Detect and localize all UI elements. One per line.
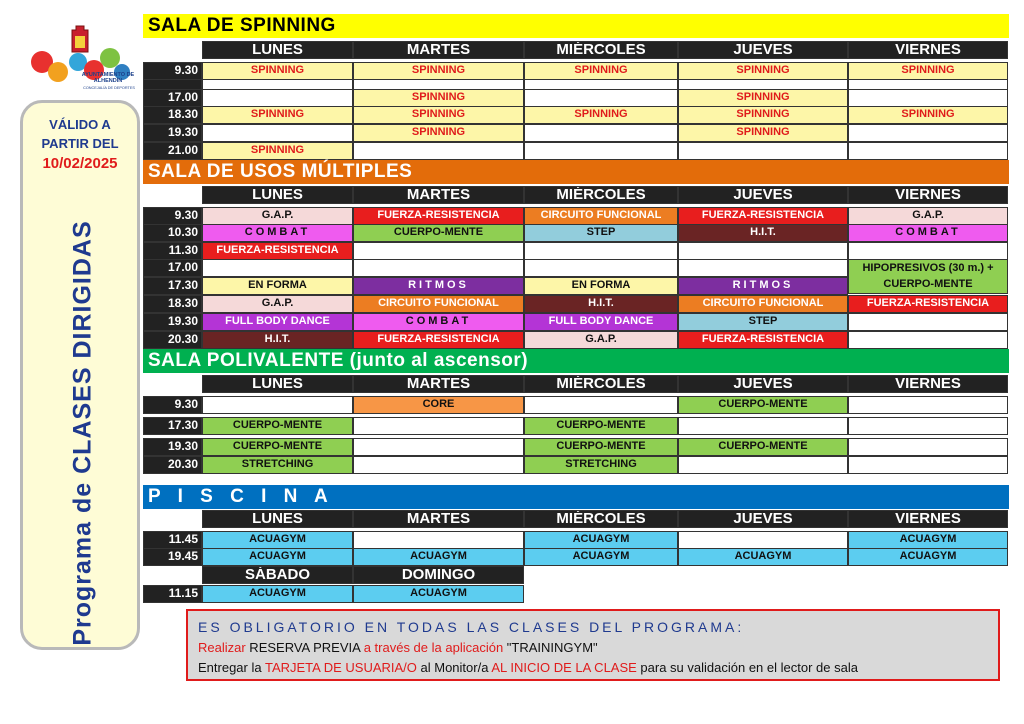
class-cell: FUERZA-RESISTENCIA bbox=[202, 242, 353, 260]
day-header: JUEVES bbox=[678, 510, 848, 528]
day-header: LUNES bbox=[202, 510, 353, 528]
class-cell bbox=[848, 417, 1008, 435]
section-polivalente-title: SALA POLIVALENTE (junto al ascensor) bbox=[143, 349, 1009, 373]
time-cell: 21.00 bbox=[143, 142, 202, 160]
org-dept: CONCEJALÍA DE DEPORTES bbox=[83, 86, 135, 90]
class-cell: FULL BODY DANCE bbox=[524, 313, 678, 331]
notice-line-2 bbox=[198, 660, 858, 675]
class-cell bbox=[202, 259, 353, 277]
notice-line1-c: a través de la aplicación bbox=[363, 640, 504, 655]
notice-line2-c: al Monitor/a bbox=[416, 660, 492, 675]
notice-line1-b: RESERVA PREVIA bbox=[245, 640, 364, 655]
class-cell bbox=[202, 89, 353, 107]
valid-date: 10/02/2025 bbox=[42, 155, 118, 172]
time-cell: 17.30 bbox=[143, 417, 202, 435]
time-cell: 10.30 bbox=[143, 224, 202, 242]
class-cell: G.A.P. bbox=[524, 331, 678, 349]
class-cell: ACUAGYM bbox=[678, 548, 848, 566]
class-cell: FUERZA-RESISTENCIA bbox=[678, 331, 848, 349]
day-header: JUEVES bbox=[678, 186, 848, 204]
class-cell: STRETCHING bbox=[524, 456, 678, 474]
day-header: MARTES bbox=[353, 186, 524, 204]
class-cell: G.A.P. bbox=[202, 295, 353, 313]
class-cell bbox=[353, 456, 524, 474]
class-cell: CUERPO-MENTE bbox=[202, 438, 353, 456]
time-cell: 11.45 bbox=[143, 531, 202, 549]
class-cell: CUERPO-MENTE bbox=[524, 417, 678, 435]
program-title: Programa de CLASES DIRIGIDAS bbox=[68, 220, 97, 646]
class-cell bbox=[678, 242, 848, 260]
valid-from-label-2: PARTIR DEL bbox=[41, 136, 119, 151]
time-cell: 9.30 bbox=[143, 396, 202, 414]
notice-line-1 bbox=[198, 640, 598, 655]
class-cell: EN FORMA bbox=[524, 277, 678, 295]
class-cell: SPINNING bbox=[353, 106, 524, 124]
class-cell bbox=[848, 396, 1008, 414]
class-cell: FULL BODY DANCE bbox=[202, 313, 353, 331]
weekend-day-header: SÁBADO bbox=[202, 566, 353, 584]
class-cell: EN FORMA bbox=[202, 277, 353, 295]
time-cell: 19.45 bbox=[143, 548, 202, 566]
class-cell: ACUAGYM bbox=[848, 548, 1008, 566]
class-cell: H.I.T. bbox=[202, 331, 353, 349]
class-cell: SPINNING bbox=[202, 106, 353, 124]
class-cell bbox=[848, 124, 1008, 142]
time-cell: 18.30 bbox=[143, 106, 202, 124]
class-cell: ACUAGYM bbox=[202, 531, 353, 549]
class-cell: H.I.T. bbox=[524, 295, 678, 313]
day-header: MIÉRCOLES bbox=[524, 510, 678, 528]
class-cell bbox=[848, 456, 1008, 474]
notice-line1-a: Realizar bbox=[198, 640, 246, 655]
day-header: LUNES bbox=[202, 375, 353, 393]
valid-from-label: VÁLIDO A bbox=[49, 117, 111, 132]
class-cell bbox=[848, 89, 1008, 107]
class-cell: SPINNING bbox=[848, 62, 1008, 80]
day-header: JUEVES bbox=[678, 375, 848, 393]
day-header: LUNES bbox=[202, 41, 353, 59]
class-cell: COMBAT bbox=[353, 313, 524, 331]
day-header: JUEVES bbox=[678, 41, 848, 59]
time-cell: 19.30 bbox=[143, 124, 202, 142]
time-cell: 19.30 bbox=[143, 313, 202, 331]
class-cell bbox=[353, 242, 524, 260]
side-panel bbox=[20, 100, 140, 650]
class-cell: SPINNING bbox=[353, 124, 524, 142]
time-cell: 19.30 bbox=[143, 438, 202, 456]
class-cell: SPINNING bbox=[678, 89, 848, 107]
class-cell bbox=[524, 396, 678, 414]
class-cell: SPINNING bbox=[678, 124, 848, 142]
class-cell: ACUAGYM bbox=[848, 531, 1008, 549]
class-cell bbox=[678, 456, 848, 474]
notice-box bbox=[186, 609, 1000, 681]
notice-line2-b: TARJETA DE USUARIA/O bbox=[264, 660, 417, 675]
time-cell: 20.30 bbox=[143, 456, 202, 474]
class-cell bbox=[524, 89, 678, 107]
class-cell bbox=[848, 142, 1008, 160]
class-cell: COMBAT bbox=[202, 224, 353, 242]
day-header: VIERNES bbox=[848, 186, 1008, 204]
time-cell: 9.30 bbox=[143, 62, 202, 80]
section-spinning-title: SALA DE SPINNING bbox=[143, 14, 1009, 38]
class-cell: ACUAGYM bbox=[202, 585, 353, 603]
notice-line2-a: Entregar la bbox=[198, 660, 265, 675]
class-cell: RITMOS bbox=[353, 277, 524, 295]
class-cell bbox=[524, 142, 678, 160]
class-cell: CUERPO-MENTE bbox=[678, 396, 848, 414]
class-cell: H.I.T. bbox=[678, 224, 848, 242]
notice-line2-e: para su validación en el lector de sala bbox=[636, 660, 858, 675]
time-cell: 9.30 bbox=[143, 207, 202, 225]
class-cell bbox=[524, 259, 678, 277]
class-cell: FUERZA-RESISTENCIA bbox=[353, 331, 524, 349]
day-header: MIÉRCOLES bbox=[524, 186, 678, 204]
class-cell: ACUAGYM bbox=[353, 585, 524, 603]
class-cell: CUERPO-MENTE bbox=[678, 438, 848, 456]
class-cell: CUERPO-MENTE bbox=[524, 438, 678, 456]
class-cell: SPINNING bbox=[524, 106, 678, 124]
class-cell: CIRCUITO FUNCIONAL bbox=[678, 295, 848, 313]
class-cell bbox=[848, 438, 1008, 456]
day-header: LUNES bbox=[202, 186, 353, 204]
class-cell: CIRCUITO FUNCIONAL bbox=[353, 295, 524, 313]
class-cell: ACUAGYM bbox=[524, 531, 678, 549]
class-cell bbox=[202, 396, 353, 414]
class-cell: FUERZA-RESISTENCIA bbox=[678, 207, 848, 225]
class-cell: STRETCHING bbox=[202, 456, 353, 474]
day-header: MIÉRCOLES bbox=[524, 375, 678, 393]
class-cell bbox=[353, 438, 524, 456]
class-cell bbox=[202, 124, 353, 142]
class-cell bbox=[524, 242, 678, 260]
day-header: VIERNES bbox=[848, 41, 1008, 59]
class-cell bbox=[524, 124, 678, 142]
class-cell bbox=[678, 417, 848, 435]
weekend-day-header: DOMINGO bbox=[353, 566, 524, 584]
class-cell: SPINNING bbox=[202, 62, 353, 80]
class-cell bbox=[678, 142, 848, 160]
class-cell: SPINNING bbox=[678, 106, 848, 124]
class-cell bbox=[353, 417, 524, 435]
class-cell: SPINNING bbox=[678, 62, 848, 80]
class-cell: SPINNING bbox=[353, 62, 524, 80]
class-cell: G.A.P. bbox=[202, 207, 353, 225]
day-header: MIÉRCOLES bbox=[524, 41, 678, 59]
class-cell: STEP bbox=[524, 224, 678, 242]
class-cell: RITMOS bbox=[678, 277, 848, 295]
org-name: AYUNTAMIENTO DE ALHENDÍN bbox=[81, 72, 135, 84]
class-cell bbox=[848, 313, 1008, 331]
class-cell bbox=[353, 531, 524, 549]
time-cell: 17.00 bbox=[143, 89, 202, 107]
class-cell bbox=[678, 531, 848, 549]
time-cell: 17.30 bbox=[143, 277, 202, 295]
time-cell: 11.15 bbox=[143, 585, 202, 603]
class-cell: SPINNING bbox=[353, 89, 524, 107]
class-cell bbox=[848, 242, 1008, 260]
day-header: MARTES bbox=[353, 510, 524, 528]
class-cell: CUERPO-MENTE bbox=[353, 224, 524, 242]
class-cell: FUERZA-RESISTENCIA bbox=[353, 207, 524, 225]
section-usos-multiples-title: SALA DE USOS MÚLTIPLES bbox=[143, 160, 1009, 184]
class-cell: CORE bbox=[353, 396, 524, 414]
time-cell: 11.30 bbox=[143, 242, 202, 260]
class-cell: SPINNING bbox=[202, 142, 353, 160]
class-cell bbox=[353, 259, 524, 277]
notice-title: ES OBLIGATORIO EN TODAS LAS CLASES DEL PROGRAMA: bbox=[198, 619, 745, 635]
class-cell: ACUAGYM bbox=[524, 548, 678, 566]
notice-line1-d: "TRAININGYM" bbox=[503, 640, 598, 655]
notice-line2-d: AL INICIO DE LA CLASE bbox=[491, 660, 637, 675]
class-cell: G.A.P. bbox=[848, 207, 1008, 225]
class-cell bbox=[353, 142, 524, 160]
class-cell: ACUAGYM bbox=[353, 548, 524, 566]
day-header: MARTES bbox=[353, 41, 524, 59]
class-cell: STEP bbox=[678, 313, 848, 331]
time-cell: 17.00 bbox=[143, 259, 202, 277]
class-cell: FUERZA-RESISTENCIA bbox=[848, 295, 1008, 313]
class-cell: SPINNING bbox=[524, 62, 678, 80]
class-cell: HIPOPRESIVOS (30 m.) + CUERPO-MENTE bbox=[848, 259, 1008, 294]
section-piscina-title: P I S C I N A bbox=[143, 485, 1009, 509]
class-cell: CUERPO-MENTE bbox=[202, 417, 353, 435]
class-cell bbox=[678, 259, 848, 277]
class-cell: COMBAT bbox=[848, 224, 1008, 242]
time-cell: 18.30 bbox=[143, 295, 202, 313]
time-cell: 20.30 bbox=[143, 331, 202, 349]
class-cell: SPINNING bbox=[848, 106, 1008, 124]
day-header: VIERNES bbox=[848, 375, 1008, 393]
class-cell: ACUAGYM bbox=[202, 548, 353, 566]
day-header: VIERNES bbox=[848, 510, 1008, 528]
class-cell: CIRCUITO FUNCIONAL bbox=[524, 207, 678, 225]
day-header: MARTES bbox=[353, 375, 524, 393]
class-cell bbox=[848, 331, 1008, 349]
